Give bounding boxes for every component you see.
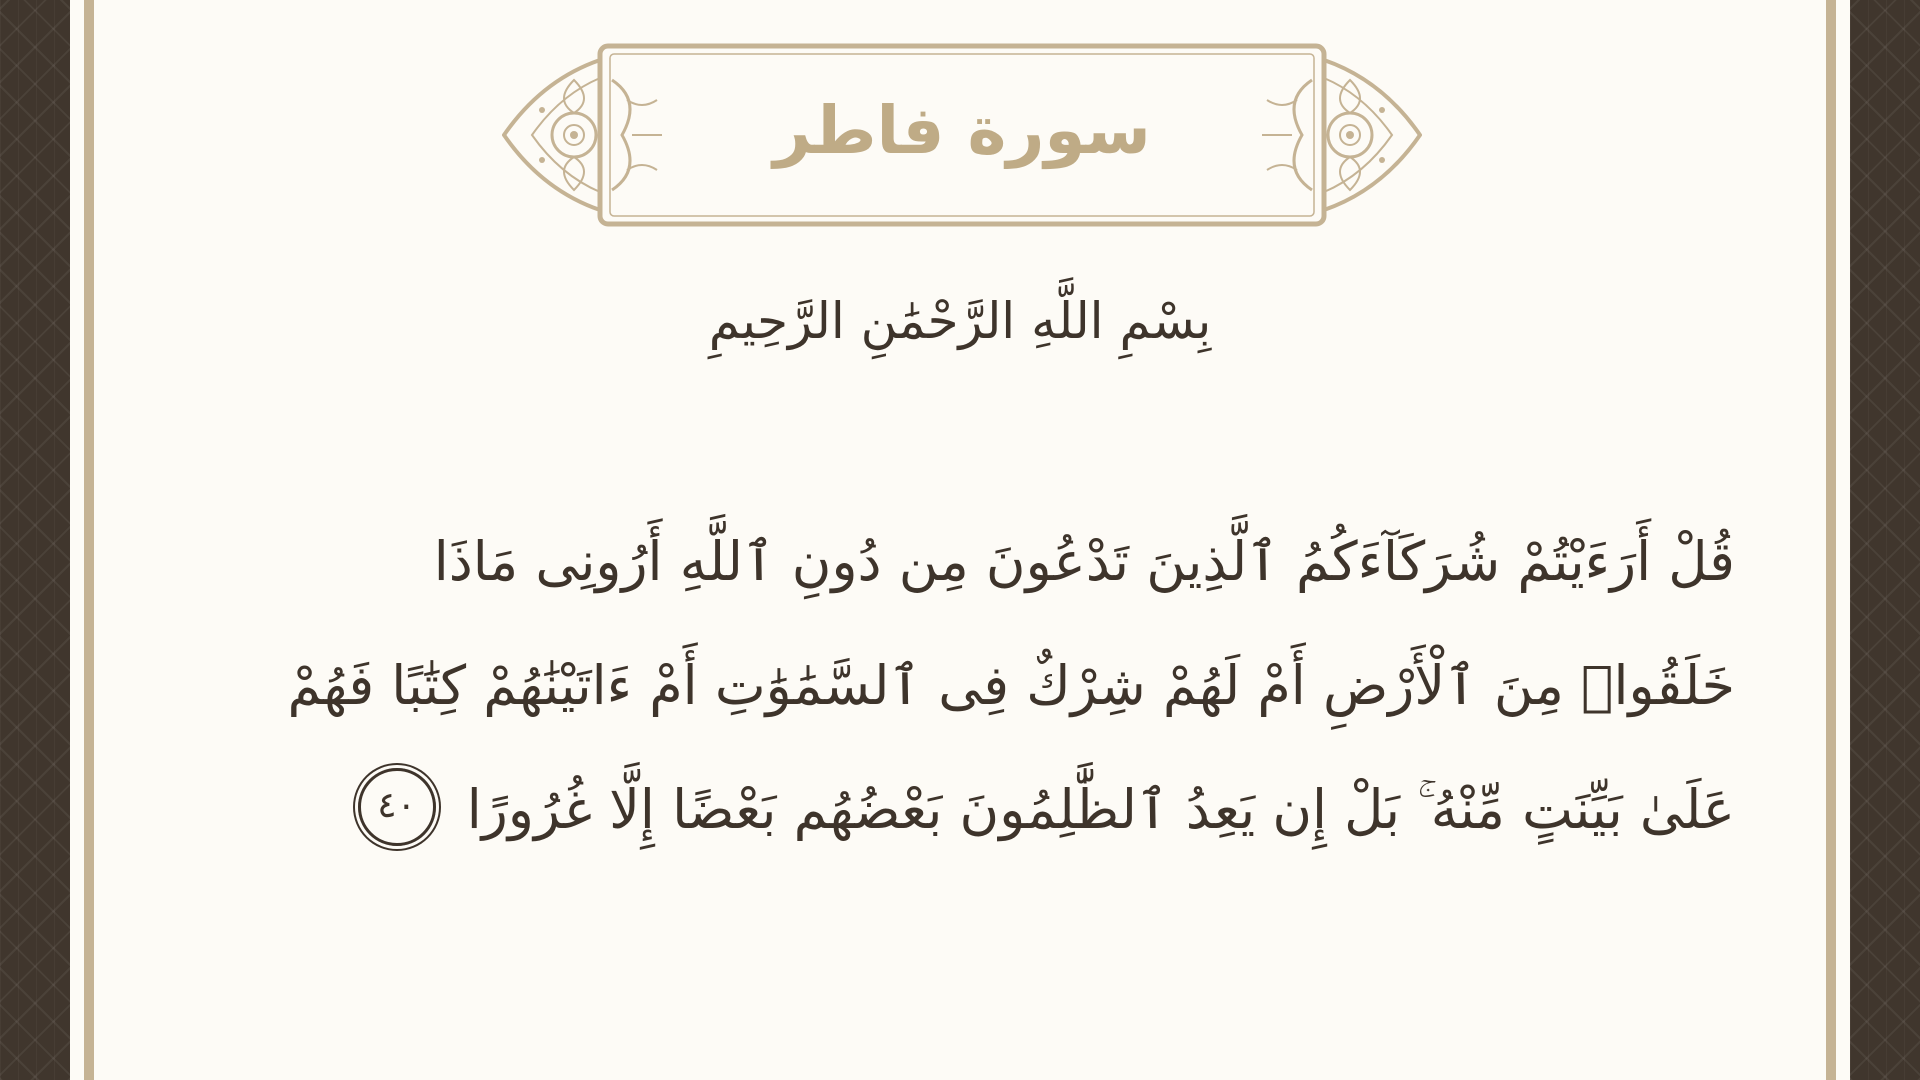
verse-line-3	[170, 748, 1735, 872]
verse-line-1: قُلْ أَرَءَيْتُمْ شُرَكَآءَكُمُ ٱلَّذِينَ تَدْعُونَ مِن دُونِ ٱللَّهِ أَرُونِى مَاذَا	[433, 530, 1735, 593]
right-gold-rule	[1826, 0, 1836, 1080]
left-gold-rule	[84, 0, 94, 1080]
surah-title: سورة فاطر	[773, 92, 1151, 169]
ayah-number-marker: ٤٠	[358, 768, 436, 846]
verse-line-2: خَلَقُوا۟ مِنَ ٱلْأَرْضِ أَمْ لَهُمْ شِرْكٌ فِى ٱلسَّمَٰوَٰتِ أَمْ ءَاتَيْنَٰهُمْ كِتَٰبًا فَهُمْ	[287, 654, 1735, 717]
right-ornamental-border	[1850, 0, 1920, 1080]
verse-text	[170, 500, 1735, 872]
surah-header-banner	[502, 40, 1422, 230]
mushaf-page	[70, 0, 1850, 1080]
left-ornamental-border	[0, 0, 70, 1080]
verse-line-3-text: عَلَىٰ بَيِّنَتٍ مِّنْهُ ۚ بَلْ إِن يَعِدُ ٱلظَّٰلِمُونَ بَعْضُهُم بَعْضًا إِلَّا غُرُورًا	[466, 778, 1735, 841]
basmala: بِسْمِ اللَّهِ الرَّحْمَٰنِ الرَّحِيمِ	[708, 292, 1212, 350]
